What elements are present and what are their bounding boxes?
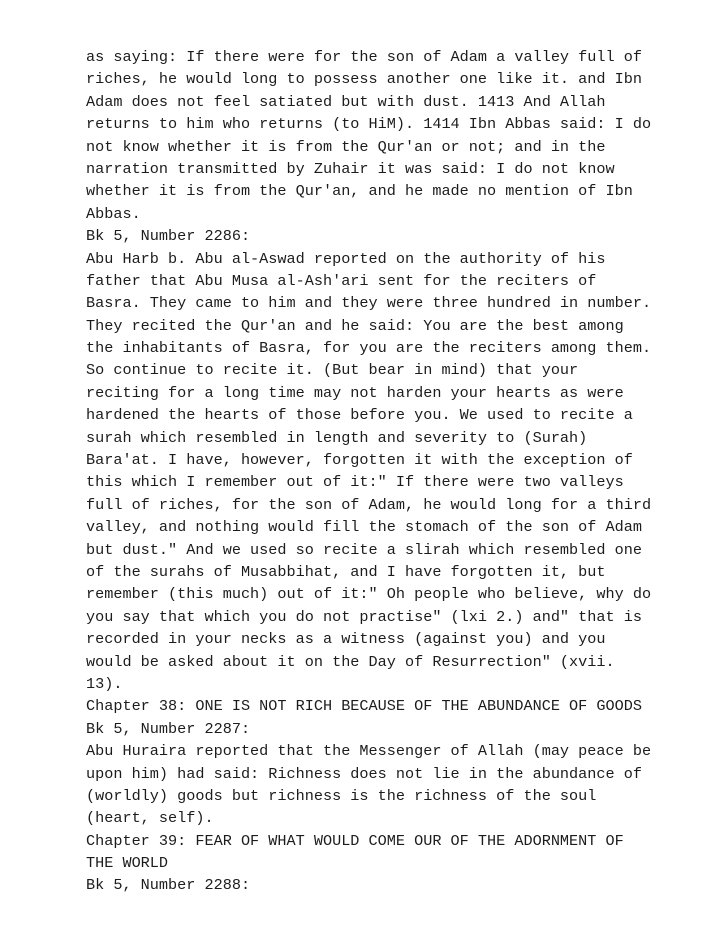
text-line: returns to him who returns (to HiM). 1414 Ibn Abbas said: I do: [86, 115, 652, 134]
hadith-reference: Bk 5, Number 2288:: [86, 876, 251, 895]
text-line: remember (this much) out of it:" Oh people who believe, why do: [86, 585, 652, 604]
text-line: Abbas.: [86, 204, 141, 223]
hadith-reference: Bk 5, Number 2287:: [86, 719, 251, 738]
text-line: would be asked about it on the Day of Resurrection" (xvii.: [86, 652, 615, 671]
text-line: They recited the Qur'an and he said: You are the best among: [86, 316, 624, 335]
text-line: but dust." And we used so recite a slirah which resembled one: [86, 540, 642, 559]
text-line: riches, he would long to possess another one like it. and Ibn: [86, 70, 642, 89]
text-line: reciting for a long time may not harden your hearts as were: [86, 383, 624, 402]
text-line: (heart, self).: [86, 809, 214, 828]
chapter-heading: THE WORLD: [86, 854, 169, 873]
text-line: the inhabitants of Basra, for you are the reciters among them.: [86, 339, 652, 358]
text-line: surah which resembled in length and severity to (Surah): [86, 428, 588, 447]
text-line: of the surahs of Musabbihat, and I have forgotten it, but: [86, 562, 606, 581]
text-line: narration transmitted by Zuhair it was said: I do not know: [86, 159, 615, 178]
text-line: Abu Harb b. Abu al-Aswad reported on the authority of his: [86, 249, 606, 268]
text-line: Abu Huraira reported that the Messenger of Allah (may peace be: [86, 742, 652, 761]
text-line: Basra. They came to him and they were three hundred in number.: [86, 294, 652, 313]
document-page: [86, 46, 716, 897]
text-line: hardened the hearts of those before you. We used to recite a: [86, 406, 633, 425]
chapter-heading: Chapter 39: FEAR OF WHAT WOULD COME OUR OF THE ADORNMENT OF: [86, 831, 624, 850]
text-line: not know whether it is from the Qur'an or not; and in the: [86, 137, 606, 156]
text-line: recorded in your necks as a witness (against you) and you: [86, 630, 606, 649]
text-line: Adam does not feel satiated but with dust. 1413 And Allah: [86, 92, 606, 111]
text-line: as saying: If there were for the son of Adam a valley full of: [86, 48, 642, 66]
text-line: Bara'at. I have, however, forgotten it with the exception of: [86, 451, 633, 470]
text-line: full of riches, for the son of Adam, he would long for a third: [86, 495, 652, 514]
text-line: So continue to recite it. (But bear in mind) that your: [86, 361, 579, 380]
text-line: this which I remember out of it:" If there were two valleys: [86, 473, 624, 492]
text-line: 13).: [86, 674, 123, 693]
text-line: whether it is from the Qur'an, and he made no mention of Ibn: [86, 182, 633, 201]
chapter-heading: Chapter 38: ONE IS NOT RICH BECAUSE OF THE ABUNDANCE OF GOODS: [86, 697, 642, 716]
text-line: father that Abu Musa al-Ash'ari sent for the reciters of: [86, 271, 597, 290]
hadith-reference: Bk 5, Number 2286:: [86, 227, 251, 246]
text-line: valley, and nothing would fill the stomach of the son of Adam: [86, 518, 642, 537]
text-line: you say that which you do not practise" (lxi 2.) and" that is: [86, 607, 642, 626]
text-line: (worldly) goods but richness is the richness of the soul: [86, 786, 597, 805]
text-line: upon him) had said: Richness does not lie in the abundance of: [86, 764, 642, 783]
